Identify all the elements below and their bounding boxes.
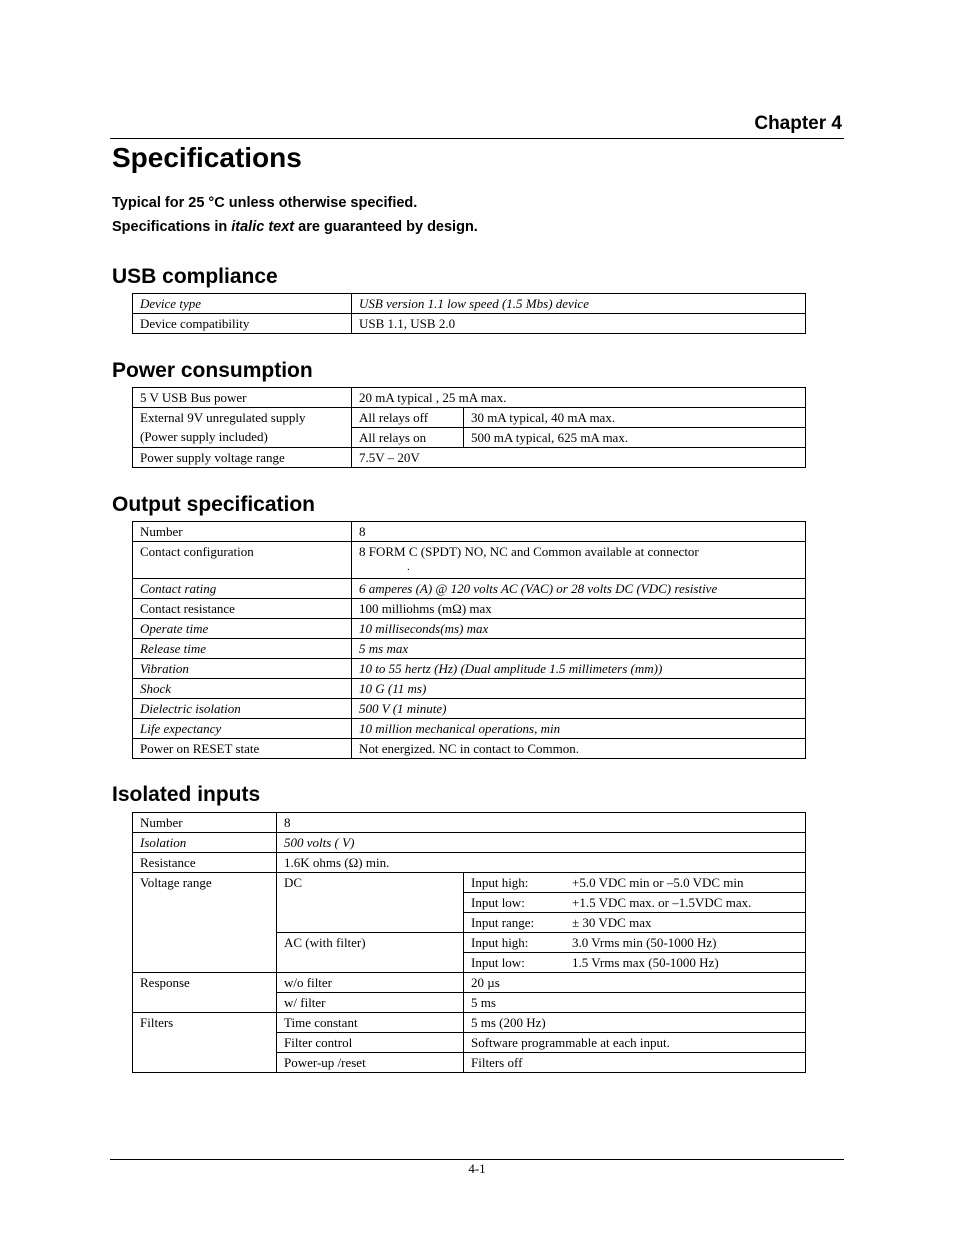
inputs-dc-high xyxy=(464,873,806,893)
table-row xyxy=(133,294,806,314)
table-row xyxy=(133,719,806,739)
chapter-label: Chapter 4 xyxy=(754,113,842,134)
inputs-ac-low-value: 1.5 Vrms max (50-1000 Hz) xyxy=(572,955,719,970)
table-row xyxy=(133,679,806,699)
output-shock-label: Shock xyxy=(133,679,352,699)
inputs-dc-range xyxy=(464,913,806,933)
output-vibration-label: Vibration xyxy=(133,659,352,679)
note-italic xyxy=(112,219,478,235)
inputs-filters-control-value: Software programmable at each input. xyxy=(464,1033,806,1053)
output-operate-label: Operate time xyxy=(133,619,352,639)
power-bus-label: 5 V USB Bus power xyxy=(133,388,352,408)
inputs-filters-label: Filters xyxy=(133,1013,277,1073)
inputs-response-nofilter-key: w/o filter xyxy=(277,973,464,993)
table-row xyxy=(133,1013,806,1033)
inputs-resistance-label: Resistance xyxy=(133,853,277,873)
output-config-text: 8 FORM C (SPDT) NO, NC and Common available at connector xyxy=(359,544,699,559)
output-operate-value: 10 milliseconds(ms) max xyxy=(352,619,806,639)
usb-table xyxy=(132,293,806,334)
inputs-response-filter-key: w/ filter xyxy=(277,993,464,1013)
usb-compat-label: Device compatibility xyxy=(133,314,352,334)
page-title: Specifications xyxy=(112,142,302,173)
output-rating-value: 6 amperes (A) @ 120 volts AC (VAC) or 28 volts DC (VDC) resistive xyxy=(352,579,806,599)
output-table xyxy=(132,521,806,759)
power-relays-on-value: 500 mA typical, 625 mA max. xyxy=(464,428,806,448)
output-number-label: Number xyxy=(133,522,352,542)
page-number: 4-1 xyxy=(468,1161,486,1176)
power-table xyxy=(132,387,806,468)
inputs-dc-range-key: Input range: xyxy=(471,915,535,930)
note-typical: Typical for 25 °C unless otherwise specified. xyxy=(112,195,418,211)
inputs-resistance-value: 1.6K ohms (Ω) min. xyxy=(277,853,806,873)
output-shock-value: 10 G (11 ms) xyxy=(352,679,806,699)
output-release-value: 5 ms max xyxy=(352,639,806,659)
table-row xyxy=(133,579,806,599)
power-ext-label-line1: External 9V unregulated supply xyxy=(140,410,306,425)
inputs-filters-control-key: Filter control xyxy=(277,1033,464,1053)
power-relays-off-label: All relays off xyxy=(352,408,464,428)
output-dielectric-label: Dielectric isolation xyxy=(133,699,352,719)
power-relays-off-value: 30 mA typical, 40 mA max. xyxy=(464,408,806,428)
output-resistance-value: 100 milliohms (mΩ) max xyxy=(352,599,806,619)
inputs-ac-high-value: 3.0 Vrms min (50-1000 Hz) xyxy=(572,935,717,950)
output-life-value: 10 million mechanical operations, min xyxy=(352,719,806,739)
table-row xyxy=(133,739,806,759)
section-inputs-title: Isolated inputs xyxy=(112,783,261,806)
inputs-filters-reset-value: Filters off xyxy=(464,1053,806,1073)
inputs-ac-low xyxy=(464,953,806,973)
table-row xyxy=(133,542,806,579)
inputs-filters-reset-key: Power-up /reset xyxy=(277,1053,464,1073)
output-config-extra: . xyxy=(407,561,410,573)
power-range-value: 7.5V – 20V xyxy=(352,448,806,468)
inputs-dc-high-value: +5.0 VDC min or –5.0 VDC min xyxy=(572,875,744,890)
note-italic-pre: Specifications in xyxy=(112,219,232,235)
output-rating-label: Contact rating xyxy=(133,579,352,599)
output-config-label: Contact configuration xyxy=(133,542,352,579)
power-relays-on-label: All relays on xyxy=(352,428,464,448)
inputs-dc-label: DC xyxy=(277,873,464,933)
inputs-ac-high-key: Input high: xyxy=(471,935,529,950)
output-number-value: 8 xyxy=(352,522,806,542)
inputs-dc-low-value: +1.5 VDC max. or –1.5VDC max. xyxy=(572,895,752,910)
table-row xyxy=(133,813,806,833)
inputs-response-filter-value: 5 ms xyxy=(464,993,806,1013)
table-row xyxy=(133,408,806,428)
inputs-response-nofilter-value: 20 µs xyxy=(464,973,806,993)
inputs-number-value: 8 xyxy=(277,813,806,833)
power-ext-label-line2: (Power supply included) xyxy=(140,429,268,444)
table-row xyxy=(133,314,806,334)
table-row xyxy=(133,448,806,468)
output-reset-label: Power on RESET state xyxy=(133,739,352,759)
table-row xyxy=(133,599,806,619)
table-row xyxy=(133,619,806,639)
inputs-table xyxy=(132,812,806,1073)
note-italic-post: are guaranteed by design. xyxy=(294,219,478,235)
inputs-dc-low-key: Input low: xyxy=(471,895,525,910)
inputs-ac-high xyxy=(464,933,806,953)
inputs-dc-high-key: Input high: xyxy=(471,875,529,890)
usb-device-type-label: Device type xyxy=(133,294,352,314)
inputs-filters-time-value: 5 ms (200 Hz) xyxy=(464,1013,806,1033)
inputs-ac-low-key: Input low: xyxy=(471,955,525,970)
table-row xyxy=(133,873,806,893)
table-row xyxy=(133,388,806,408)
power-range-label: Power supply voltage range xyxy=(133,448,352,468)
table-row xyxy=(133,699,806,719)
table-row xyxy=(133,973,806,993)
usb-device-type-value: USB version 1.1 low speed (1.5 Mbs) device xyxy=(352,294,806,314)
footer-rule xyxy=(110,1159,844,1160)
inputs-response-label: Response xyxy=(133,973,277,1013)
note-italic-emphasis: italic text xyxy=(231,219,295,235)
output-life-label: Life expectancy xyxy=(133,719,352,739)
output-release-label: Release time xyxy=(133,639,352,659)
section-output-title: Output specification xyxy=(112,493,316,516)
inputs-number-label: Number xyxy=(133,813,277,833)
section-usb-title: USB compliance xyxy=(112,265,278,288)
table-row xyxy=(133,659,806,679)
inputs-dc-range-value: ± 30 VDC max xyxy=(572,915,652,930)
usb-compat-value: USB 1.1, USB 2.0 xyxy=(352,314,806,334)
output-resistance-label: Contact resistance xyxy=(133,599,352,619)
table-row xyxy=(133,522,806,542)
output-config-value xyxy=(352,542,806,579)
output-vibration-value: 10 to 55 hertz (Hz) (Dual amplitude 1.5 millimeters (mm)) xyxy=(352,659,806,679)
inputs-isolation-value: 500 volts ( V) xyxy=(277,833,806,853)
power-bus-value: 20 mA typical , 25 mA max. xyxy=(352,388,806,408)
power-ext-label xyxy=(133,408,352,448)
section-power-title: Power consumption xyxy=(112,359,313,382)
table-row xyxy=(133,639,806,659)
inputs-dc-low xyxy=(464,893,806,913)
inputs-isolation-label: Isolation xyxy=(133,833,277,853)
output-reset-value: Not energized. NC in contact to Common. xyxy=(352,739,806,759)
inputs-voltage-label: Voltage range xyxy=(133,873,277,973)
inputs-ac-label: AC (with filter) xyxy=(277,933,464,973)
table-row xyxy=(133,833,806,853)
inputs-filters-time-key: Time constant xyxy=(277,1013,464,1033)
table-row xyxy=(133,853,806,873)
output-dielectric-value: 500 V (1 minute) xyxy=(352,699,806,719)
